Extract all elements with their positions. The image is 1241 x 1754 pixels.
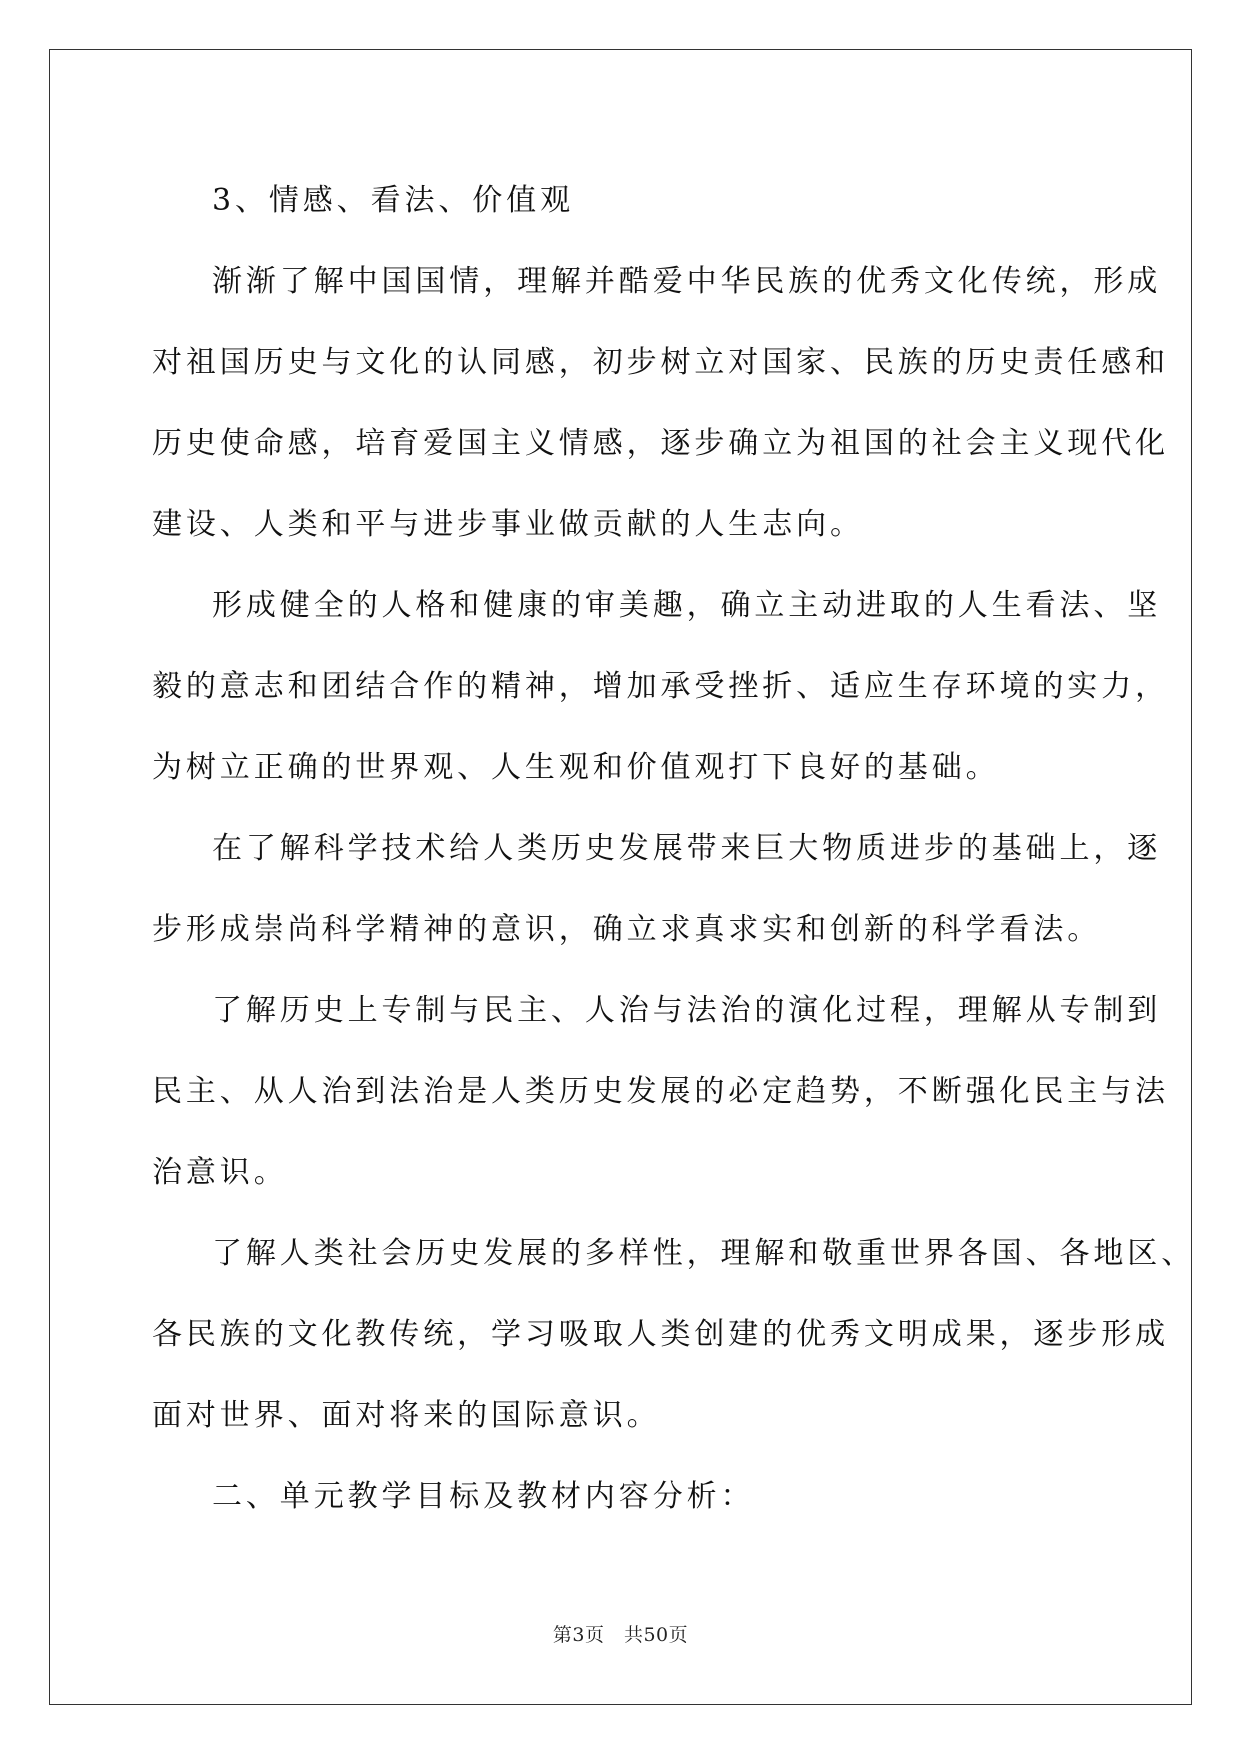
text-line: 为树立正确的世界观、人生观和价值观打下良好的基础。 [152,750,1000,785]
text-line: 历史使命感，培育爱国主义情感，逐步确立为祖国的社会主义现代化 [152,426,1169,461]
text-line: 民主、从人治到法治是人类历史发展的必定趋势，不断强化民主与法 [152,1074,1169,1109]
text-line: 建设、人类和平与进步事业做贡献的人生志向。 [152,507,864,542]
text-line: 治意识。 [152,1155,288,1190]
page-number: 第3页 共50页 [552,1624,689,1646]
text-line: 二、单元教学目标及教材内容分析： [212,1479,755,1514]
page-footer [0,1620,1241,1647]
paragraph [152,1213,1196,1456]
text-line: 面对世界、面对将来的国际意识。 [152,1398,661,1433]
section-heading [152,160,1092,241]
text-line: 对祖国历史与文化的认同感，初步树立对国家、民族的历史责任感和 [152,345,1169,380]
paragraph [152,241,1169,565]
text-line: 在了解科学技术给人类历史发展带来巨大物质进步的基础上，逐 [212,831,1162,866]
text-line: 了解历史上专制与民主、人治与法治的演化过程，理解从专制到 [212,993,1162,1028]
paragraph [152,808,1162,970]
paragraph [152,970,1169,1213]
section-heading [152,1456,1092,1537]
text-line: 3、情感、看法、价值观 [212,183,574,218]
paragraph [152,565,1169,808]
text-line: 步形成崇尚科学精神的意识，确立求真求实和创新的科学看法。 [152,912,1102,947]
text-line: 各民族的文化教传统，学习吸取人类创建的优秀文明成果，逐步形成 [152,1317,1169,1352]
text-line: 了解人类社会历史发展的多样性，理解和敬重世界各国、各地区、 [212,1236,1196,1271]
text-line: 毅的意志和团结合作的精神，增加承受挫折、适应生存环境的实力， [152,669,1169,704]
text-line: 渐渐了解中国国情，理解并酷爱中华民族的优秀文化传统，形成 [212,264,1162,299]
document-body [152,160,1196,1537]
text-line: 形成健全的人格和健康的审美趣，确立主动进取的人生看法、坚 [212,588,1162,623]
